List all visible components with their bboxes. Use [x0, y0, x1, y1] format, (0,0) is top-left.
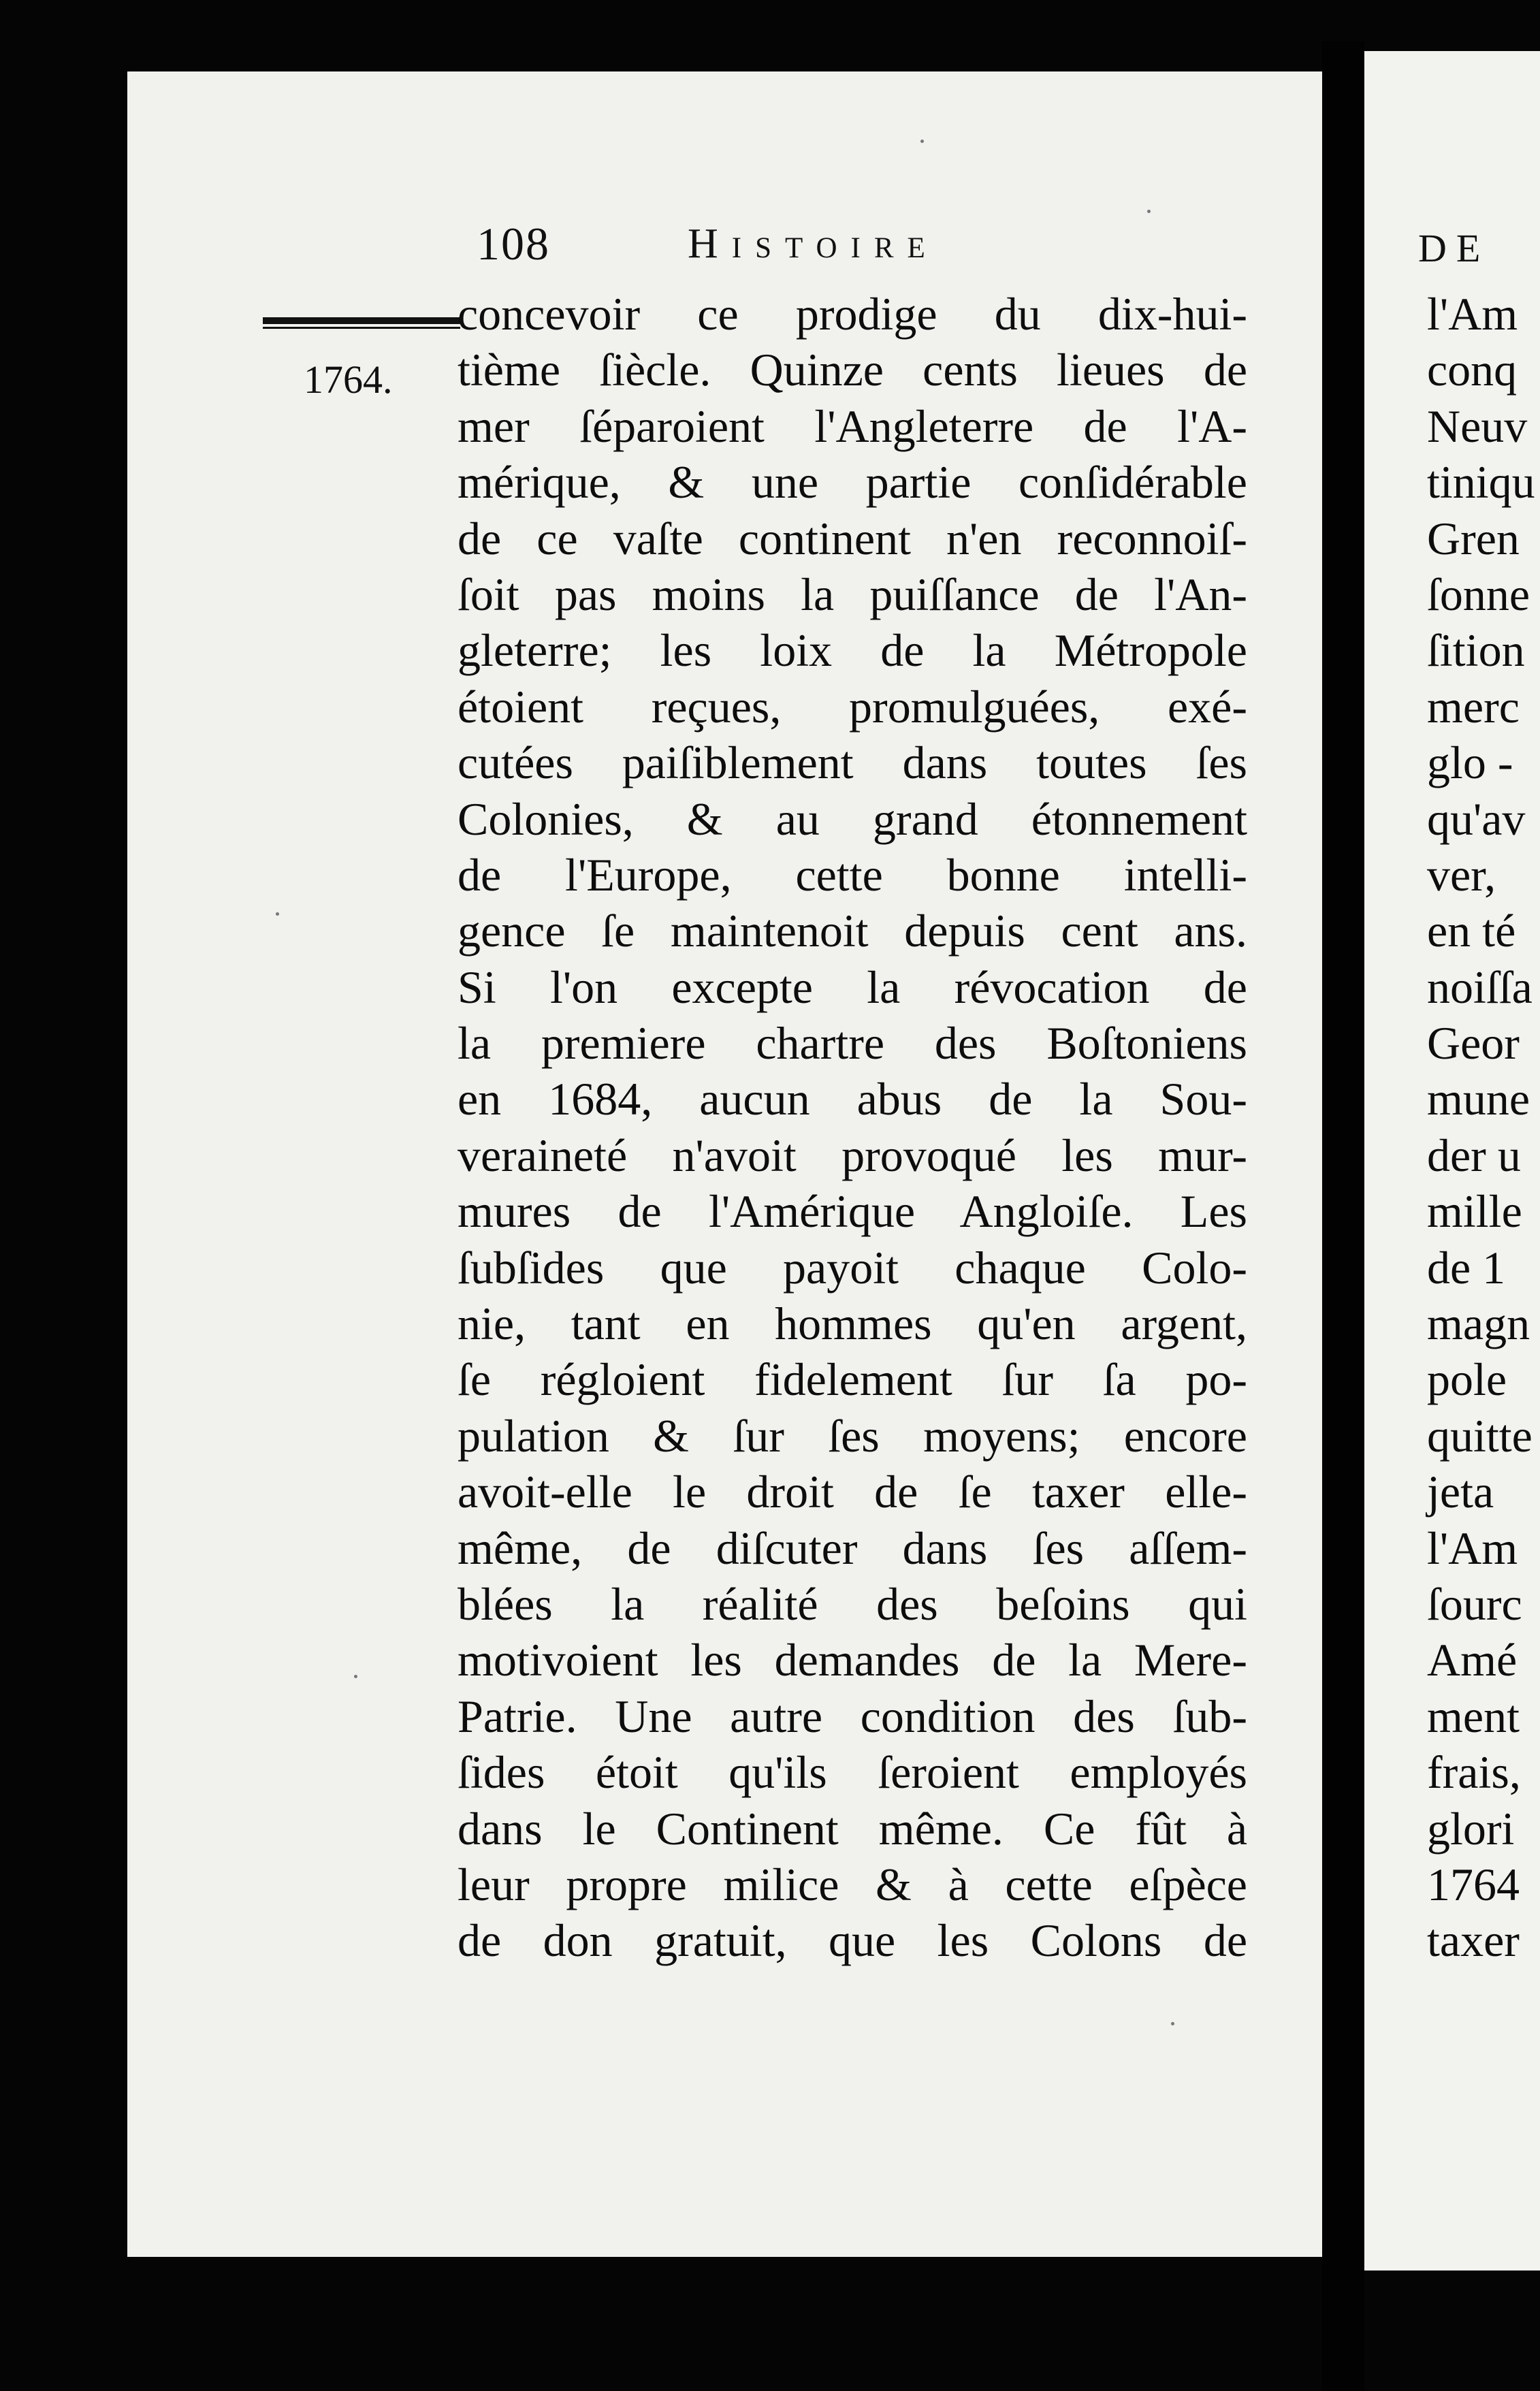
right-text-line: 1764 [1427, 1858, 1520, 1910]
right-text-line: frais, [1427, 1746, 1521, 1799]
text-line: Colonies, & au grand étonnement [458, 792, 1247, 845]
right-text-line: merc [1427, 680, 1520, 733]
margin-rule-thin [263, 327, 460, 329]
text-line: concevoir ce prodige du dix-hui- [458, 288, 1247, 340]
text-line: dans le Continent même. Ce fût à [458, 1802, 1247, 1855]
margin-rule-thick [263, 317, 460, 324]
text-line: ſe régloient fidelement ſur ſa po- [458, 1353, 1247, 1406]
right-text-line: ſonne [1427, 568, 1530, 620]
text-line: en 1684, aucun abus de la Sou- [458, 1073, 1247, 1125]
text-line: la premiere chartre des Boſtoniens [458, 1017, 1247, 1070]
right-text-line: en té [1427, 905, 1516, 957]
text-line: nie, tant en hommes qu'en argent, [458, 1298, 1247, 1350]
book-gutter [1322, 41, 1364, 2391]
right-text-line: ver, [1427, 848, 1496, 901]
right-text-line: glo - [1427, 737, 1513, 789]
right-text-line: l'Am [1427, 288, 1518, 340]
right-text-line: ſourc [1427, 1577, 1522, 1630]
right-text-line: mille [1427, 1185, 1522, 1238]
text-line: étoient reçues, promulguées, exé- [458, 680, 1247, 733]
page-header [477, 216, 1089, 271]
right-text-line: ment [1427, 1690, 1520, 1742]
margin-rule [263, 317, 460, 330]
paper-speck [1147, 210, 1151, 213]
right-text-line: der u [1427, 1129, 1521, 1181]
paper-speck [276, 912, 279, 916]
text-line: pulation & ſur ſes moyens; encore [458, 1409, 1247, 1462]
margin-year-note: 1764. [304, 357, 393, 402]
text-line: Patrie. Une autre condition des ſub- [458, 1690, 1247, 1742]
text-line: gleterre; les loix de la Métropole [458, 624, 1247, 677]
right-text-line: qu'av [1427, 792, 1526, 845]
text-line: Si l'on excepte la révocation de [458, 961, 1247, 1013]
right-text-line: noiſſa [1427, 961, 1533, 1013]
right-text-line: conq [1427, 344, 1518, 396]
right-text-line: quitte [1427, 1409, 1533, 1462]
right-text-line: ſition [1427, 624, 1525, 677]
paper-speck [920, 140, 924, 143]
running-title: Histoire [688, 221, 939, 267]
text-line: leur propre milice & à cette eſpèce [458, 1858, 1247, 1910]
right-text-line: magn [1427, 1298, 1530, 1350]
text-line: gence ſe maintenoit depuis cent ans. [458, 905, 1247, 957]
right-page-text [1427, 286, 1535, 1969]
text-line: de ce vaſte continent n'en reconnoiſ- [458, 512, 1247, 564]
body-text [458, 286, 1247, 1969]
text-line: tième ſiècle. Quinze cents lieues de [458, 344, 1247, 396]
text-line: mérique, & une partie conſidérable [458, 456, 1247, 509]
text-line: mer ſéparoient l'Angleterre de l'A- [458, 400, 1247, 452]
text-line: ſides étoit qu'ils ſeroient employés [458, 1746, 1247, 1799]
page-number: 108 [477, 218, 550, 270]
text-line: de don gratuit, que les Colons de [458, 1914, 1247, 1967]
right-text-line: tiniqu [1427, 456, 1535, 509]
right-text-line: l'Am [1427, 1522, 1518, 1574]
right-text-line: de 1 [1427, 1241, 1506, 1294]
text-line: veraineté n'avoit provoqué les mur- [458, 1129, 1247, 1181]
right-text-line: taxer [1427, 1914, 1520, 1967]
paper-speck [354, 1675, 357, 1678]
text-line: blées la réalité des beſoins qui [458, 1577, 1247, 1630]
right-text-line: Amé [1427, 1634, 1518, 1686]
right-page-running-title: DE [1418, 226, 1490, 270]
right-text-line: glori [1427, 1802, 1515, 1855]
right-text-line: jeta [1427, 1466, 1494, 1518]
text-line: cutées paiſiblement dans toutes ſes [458, 737, 1247, 789]
right-text-line: Gren [1427, 512, 1520, 564]
paper-speck [1171, 2022, 1174, 2025]
text-line: même, de diſcuter dans ſes aſſem- [458, 1522, 1247, 1574]
text-line: ſoit pas moins la puiſſance de l'An- [458, 568, 1247, 620]
right-text-line: Neuv [1427, 400, 1528, 452]
right-text-line: pole [1427, 1353, 1507, 1406]
text-line: de l'Europe, cette bonne intelli- [458, 848, 1247, 901]
text-line: mures de l'Amérique Angloiſe. Les [458, 1185, 1247, 1238]
text-line: avoit-elle le droit de ſe taxer elle- [458, 1466, 1247, 1518]
right-text-line: mune [1427, 1073, 1530, 1125]
text-line: motivoient les demandes de la Mere- [458, 1634, 1247, 1686]
text-line: ſubſides que payoit chaque Colo- [458, 1241, 1247, 1294]
right-text-line: Geor [1427, 1017, 1520, 1070]
